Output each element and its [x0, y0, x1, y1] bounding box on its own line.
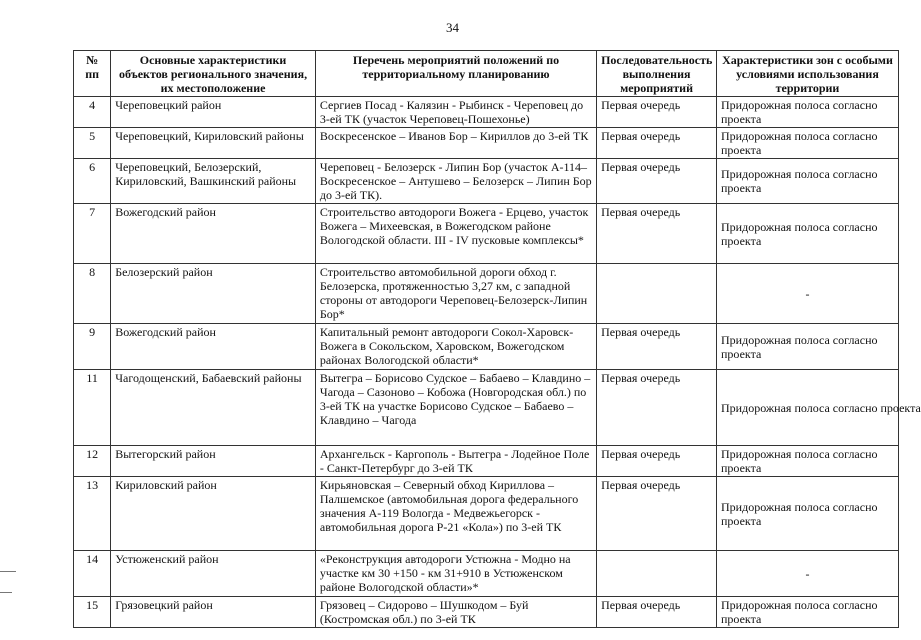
row-zone: Придорожная полоса согласно проекта — [717, 597, 899, 628]
table-row — [74, 551, 899, 597]
row-number: 8 — [74, 264, 111, 324]
row-zone: Придорожная полоса согласно проекта — [717, 446, 899, 477]
row-zone: Придорожная полоса согласно проекта — [717, 97, 899, 128]
table-row — [74, 264, 899, 324]
table-row — [74, 159, 899, 204]
row-order: Первая очередь — [597, 370, 717, 446]
row-number: 12 — [74, 446, 111, 477]
row-measures: Кирьяновская – Северный обход Кириллова – Палшемское (автомобильная дорога федерального значения А-119 Вологда - Медвежьегорск - автомобильная дорога Р-21 «Кола») по 3-ей ТК — [315, 477, 596, 551]
row-order: Первая очередь — [597, 324, 717, 370]
row-location: Вожегодский район — [111, 324, 316, 370]
row-zone: Придорожная полоса согласно проекта — [717, 477, 899, 551]
row-order: Первая очередь — [597, 204, 717, 264]
row-location: Чагодощенский, Бабаевский районы — [111, 370, 316, 446]
table-row — [74, 370, 899, 446]
row-measures: Капитальный ремонт автодороги Сокол-Харовск-Вожега в Сокольском, Харовском, Вожегодском районах Вологодской области* — [315, 324, 596, 370]
row-number: 9 — [74, 324, 111, 370]
row-order: Первая очередь — [597, 128, 717, 159]
row-measures: Архангельск - Каргополь - Вытегра - Лодейное Поле - Санкт-Петербург до 3-ей ТК — [315, 446, 596, 477]
row-location: Грязовецкий район — [111, 597, 316, 628]
header-order: Последовательность выполнения мероприятий — [597, 51, 717, 97]
margin-mark — [0, 571, 16, 572]
row-number: 13 — [74, 477, 111, 551]
table-header-row — [74, 51, 899, 97]
header-number: № пп — [74, 51, 111, 97]
row-location: Устюженский район — [111, 551, 316, 597]
margin-mark — [0, 592, 12, 593]
table-row — [74, 477, 899, 551]
row-number: 6 — [74, 159, 111, 204]
row-location: Череповецкий район — [111, 97, 316, 128]
row-number: 7 — [74, 204, 111, 264]
row-location: Кириловский район — [111, 477, 316, 551]
row-zone: Придорожная полоса согласно проекта — [717, 370, 899, 446]
row-location: Череповецкий, Кириловский районы — [111, 128, 316, 159]
row-measures: Воскресенское – Иванов Бор – Кириллов до 3-ей ТК — [315, 128, 596, 159]
row-number: 14 — [74, 551, 111, 597]
row-number: 15 — [74, 597, 111, 628]
row-number: 5 — [74, 128, 111, 159]
header-location: Основные характеристики объектов регионального значения, их местоположение — [111, 51, 316, 97]
row-measures: «Реконструкция автодороги Устюжна - Модно на участке км 30 +150 - км 31+910 в Устюженском районе Вологодской области»* — [315, 551, 596, 597]
row-zone: Придорожная полоса согласно проекта — [717, 324, 899, 370]
table-row — [74, 97, 899, 128]
table-row — [74, 597, 899, 628]
row-zone: - — [717, 551, 899, 597]
row-zone: Придорожная полоса согласно проекта — [717, 128, 899, 159]
header-measures: Перечень мероприятий положений по территориальному планированию — [315, 51, 596, 97]
table-row — [74, 324, 899, 370]
row-location: Череповецкий, Белозерский, Кириловский, Вашкинский районы — [111, 159, 316, 204]
row-zone: Придорожная полоса согласно проекта — [717, 159, 899, 204]
row-order: Первая очередь — [597, 97, 717, 128]
row-number: 11 — [74, 370, 111, 446]
row-location: Вытегорский район — [111, 446, 316, 477]
planning-table — [73, 50, 921, 628]
row-measures: Вытегра – Борисово Судское – Бабаево – Клавдино – Чагода – Сазоново – Кобожа (Новгородская обл.) по 3-ей ТК на участке Борисово Судское – Бабаево – Клавдино – Чагода — [315, 370, 596, 446]
row-order: Первая очередь — [597, 477, 717, 551]
row-zone: - — [717, 264, 899, 324]
row-order — [597, 264, 717, 324]
row-measures: Грязовец – Сидорово – Шушкодом – Буй (Костромская обл.) по 3-ей ТК — [315, 597, 596, 628]
row-zone: Придорожная полоса согласно проекта — [717, 204, 899, 264]
row-measures: Строительство автомобильной дороги обход г. Белозерска, протяженностью 3,27 км, с западной стороны от автодороги Череповец-Белозерск-Липин Бор* — [315, 264, 596, 324]
page-number: 34 — [446, 20, 459, 35]
row-order — [597, 551, 717, 597]
table-row — [74, 128, 899, 159]
row-order: Первая очередь — [597, 159, 717, 204]
row-location: Белозерский район — [111, 264, 316, 324]
row-measures: Череповец - Белозерск - Липин Бор (участок А-114– Воскресенское – Антушево – Белозерск – Липин Бор до 3-ей ТК). — [315, 159, 596, 204]
table-row — [74, 204, 899, 264]
row-measures: Сергиев Посад - Калязин - Рыбинск - Череповец до 3-ей ТК (участок Череповец-Пошехонье) — [315, 97, 596, 128]
row-measures: Строительство автодороги Вожега - Ерцево, участок Вожега – Михеевская, в Вожегодском районе Вологодской области. III - IV пусковые комплексы* — [315, 204, 596, 264]
row-location: Вожегодский район — [111, 204, 316, 264]
row-order: Первая очередь — [597, 597, 717, 628]
table-row — [74, 446, 899, 477]
row-order: Первая очередь — [597, 446, 717, 477]
row-number: 4 — [74, 97, 111, 128]
header-zone: Характеристики зон с особыми условиями использования территории — [717, 51, 899, 97]
